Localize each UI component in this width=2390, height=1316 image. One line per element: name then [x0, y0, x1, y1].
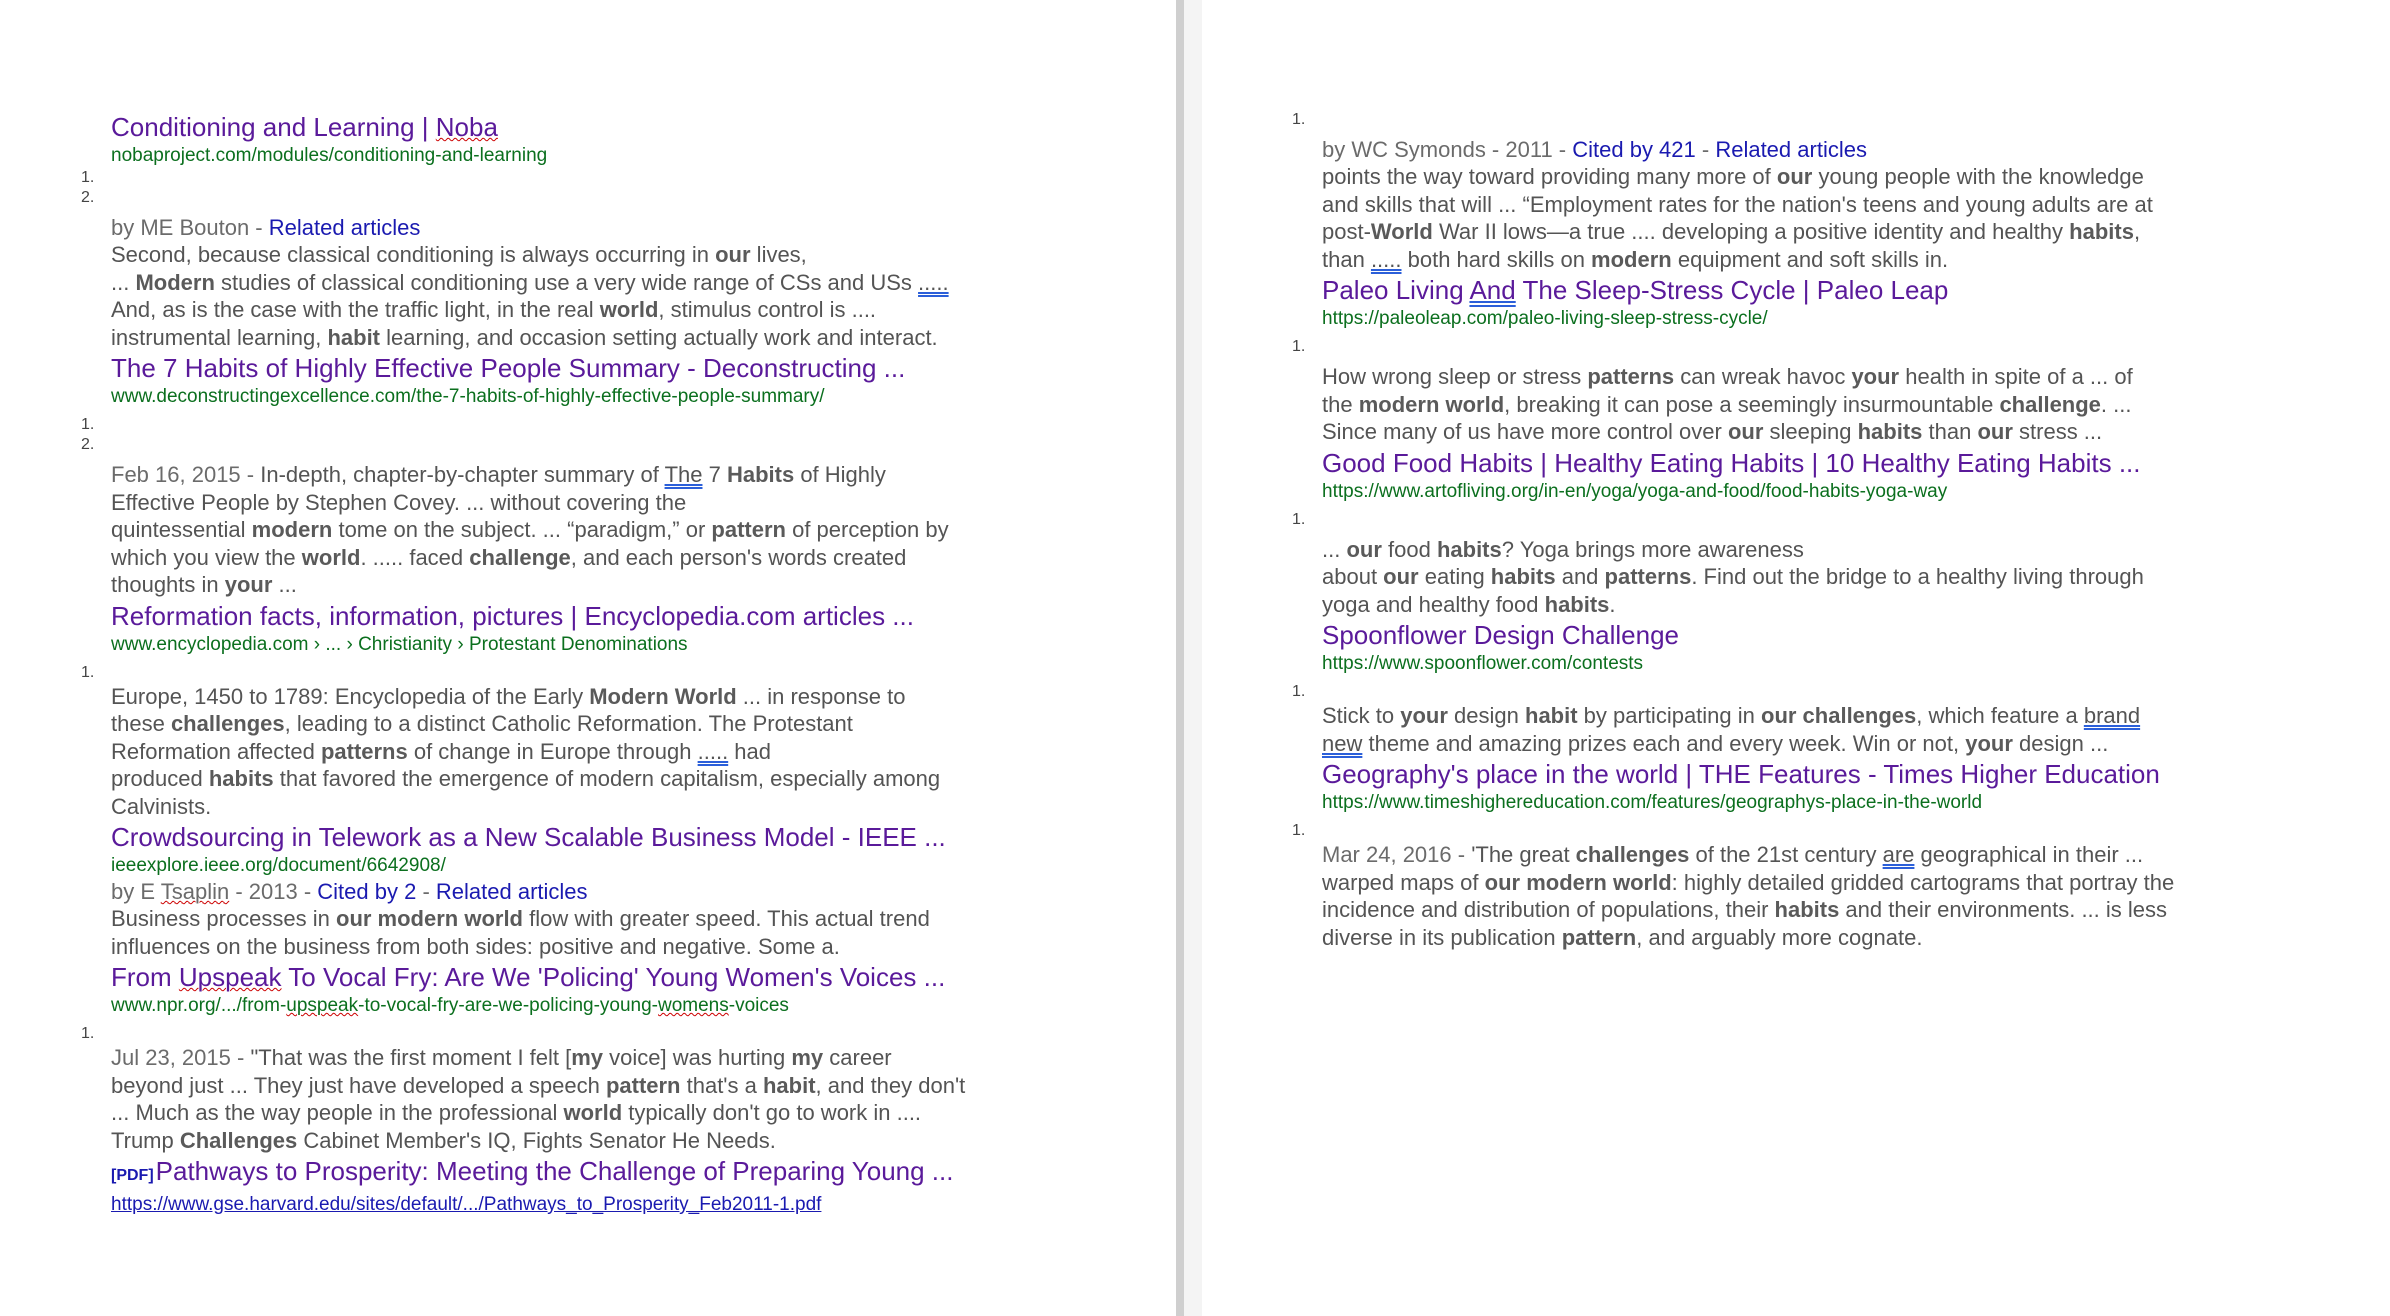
page-divider: [1176, 0, 1184, 1316]
result-spoonflower: [1292, 618, 2302, 757]
page-gutter: [1176, 0, 1202, 1316]
related-articles-link[interactable]: Related articles: [1715, 137, 1867, 162]
result-title-link[interactable]: Spoonflower Design Challenge: [1322, 620, 1680, 650]
result-url[interactable]: ieeexplore.ieee.org/document/6642908/: [111, 855, 446, 876]
result-snippet: points the way toward providing many more of our young people with the knowledge and skills that will ... “Employment rates for the nation's teens and young adults are at post-World War II lows—a true .... developing a positive identity and healthy habits, than ..... both hard skills on modern equipment and soft skills in.: [1322, 164, 2153, 272]
result-pathways: [111, 1154, 1091, 1217]
result-crowdsourcing: [111, 820, 1091, 960]
result-meta: by WC Symonds - 2011 - Cited by 421 - Related articles: [1322, 137, 1867, 162]
result-url[interactable]: https://www.spoonflower.com/contests: [1322, 653, 1644, 674]
document-page-left: [0, 0, 1176, 1316]
cited-by-link[interactable]: Cited by 421: [1572, 137, 1696, 162]
result-url[interactable]: nobaproject.com/modules/conditioning-and-learning: [111, 145, 548, 166]
related-articles-link[interactable]: Related articles: [268, 215, 421, 240]
result-title-link[interactable]: The 7 Habits of Highly Effective People Summary - Deconstructing ...: [111, 353, 906, 383]
result-url[interactable]: https://www.artofliving.org/in-en/yoga/yoga-and-food/food-habits-yoga-way: [1322, 480, 1948, 502]
result-meta: by ME Bouton - Related articles: [111, 215, 421, 240]
result-title-link[interactable]: Reformation facts, information, pictures | Encyclopedia.com articles ...: [111, 600, 914, 631]
result-upspeak: [81, 960, 1091, 1154]
list-number: 1.: [81, 169, 95, 186]
result-date: Feb 16, 2015 -: [111, 462, 261, 487]
result-7-habits: [81, 351, 1091, 599]
result-pathways-continued: [1292, 110, 2302, 273]
result-url[interactable]: https://www.gse.harvard.edu/sites/default/.../Pathways_to_Prosperity_Feb2011-1.pdf: [111, 1194, 822, 1215]
result-geography: [1292, 757, 2302, 951]
result-url[interactable]: www.encyclopedia.com › ... › Christianity › Protestant Denominations: [111, 633, 688, 655]
result-title-link[interactable]: Good Food Habits | Healthy Eating Habits | 10 Healthy Eating Habits ...: [1322, 447, 2141, 478]
list-number: 1.: [1292, 510, 1306, 528]
result-snippet: Feb 16, 2015 - In-depth, chapter-by-chapter summary of The 7 Habits of Highly Effective People by Stephen Covey. ... without covering the quintessential modern tome on the subject. ... “paradigm,” or pattern of perception by which you view the world. ..... faced challenge, and each person's words created thoughts in your ...: [111, 462, 949, 597]
result-snippet: Second, because classical conditioning is always occurring in our lives, ... Modern studies of classical conditioning use a very wide range of CSs and USs ..... And, as is the case with the traffic light, in the real world, stimulus control is .... instrumental learning, habit learning, and occasion setting actually work and interact.: [111, 242, 949, 350]
result-noba: [81, 110, 1091, 351]
list-number: 1.: [1292, 338, 1306, 355]
result-url[interactable]: www.deconstructingexcellence.com/the-7-habits-of-highly-effective-people-summary/: [111, 386, 825, 407]
result-food-habits: [1292, 446, 2302, 619]
result-snippet: Jul 23, 2015 - "That was the first moment I felt [my voice] was hurting my career beyond just ... They just have developed a speech pattern that's a habit, and they don't ... Much as the way people in the professional world typically don't go to work in .... Trump Challenges Cabinet Member's IQ, Fights Senator He Needs.: [111, 1045, 966, 1153]
result-title-link[interactable]: Paleo Living And The Sleep-Stress Cycle | Paleo Leap: [1322, 275, 1949, 305]
result-paleo: [1292, 273, 2302, 446]
result-url[interactable]: https://www.timeshighereducation.com/features/geographys-place-in-the-world: [1322, 792, 1983, 813]
result-title-link[interactable]: [PDF]Pathways to Prosperity: Meeting the Challenge of Preparing Young ...: [111, 1156, 954, 1186]
result-title-link[interactable]: Conditioning and Learning | Noba: [111, 112, 498, 142]
list-number: 1.: [1292, 111, 1306, 128]
result-title-link[interactable]: From Upspeak To Vocal Fry: Are We 'Policing' Young Women's Voices ...: [111, 962, 946, 992]
result-title-link[interactable]: Geography's place in the world | THE Features - Times Higher Education: [1322, 759, 2160, 789]
result-title-link[interactable]: Crowdsourcing in Telework as a New Scalable Business Model - IEEE ...: [111, 822, 946, 852]
list-number: 2.: [81, 189, 95, 206]
result-snippet: Stick to your design habit by participating in our challenges, which feature a brand new theme and amazing prizes each and every week. Win or not, your design ...: [1322, 703, 2141, 756]
result-snippet: How wrong sleep or stress patterns can wreak havoc your health in spite of a ... of the modern world, breaking it can pose a seemingly insurmountable challenge. ... Since many of us have more control over our sleeping habits than our stress ...: [1322, 364, 2133, 444]
related-articles-link[interactable]: Related articles: [435, 879, 588, 904]
results-column-left: [81, 110, 1091, 1217]
list-number: 1.: [81, 1025, 95, 1042]
pdf-badge: [PDF]: [111, 1167, 154, 1184]
document-page-right: [1202, 0, 2390, 1316]
list-number: 1.: [1292, 822, 1306, 839]
list-number: 1.: [81, 416, 95, 433]
result-url[interactable]: www.npr.org/.../from-upspeak-to-vocal-fry-are-we-policing-young-womens-voices: [111, 995, 789, 1016]
result-meta: by E Tsaplin - 2013 - Cited by 2 - Related articles: [111, 879, 588, 904]
list-number: 1.: [1292, 683, 1306, 700]
list-number: 2.: [81, 436, 95, 453]
list-number: 1.: [81, 663, 95, 681]
result-date: Jul 23, 2015 -: [111, 1045, 251, 1070]
result-snippet: Mar 24, 2016 - 'The great challenges of the 21st century are geographical in their ... warped maps of our modern world: highly detailed gridded cartograms that portray the incidence and distribution of populations, their habits and their environments. ... is less diverse in its publication pattern, and arguably more cognate.: [1322, 842, 2175, 950]
result-snippet: Business processes in our modern world flow with greater speed. This actual trend influences on the business from both sides: positive and negative. Some a.: [111, 906, 930, 959]
result-snippet: ... our food habits? Yoga brings more awareness about our eating habits and patterns. Find out the bridge to a healthy living through yoga and healthy food habits.: [1322, 536, 2144, 617]
cited-by-link[interactable]: Cited by 2: [317, 879, 417, 904]
result-reformation: [81, 599, 1091, 821]
result-snippet: Europe, 1450 to 1789: Encyclopedia of the Early Modern World ... in response to these challenges, leading to a distinct Catholic Reformation. The Protestant Reformation affected patterns of change in Europe through ..... had produced habits that favored the emergence of modern capitalism, especially among Calvinists.: [111, 683, 941, 819]
result-date: Mar 24, 2016 -: [1322, 842, 1472, 867]
results-column-right: [1292, 110, 2302, 951]
result-url[interactable]: https://paleoleap.com/paleo-living-sleep-stress-cycle/: [1322, 308, 1768, 329]
